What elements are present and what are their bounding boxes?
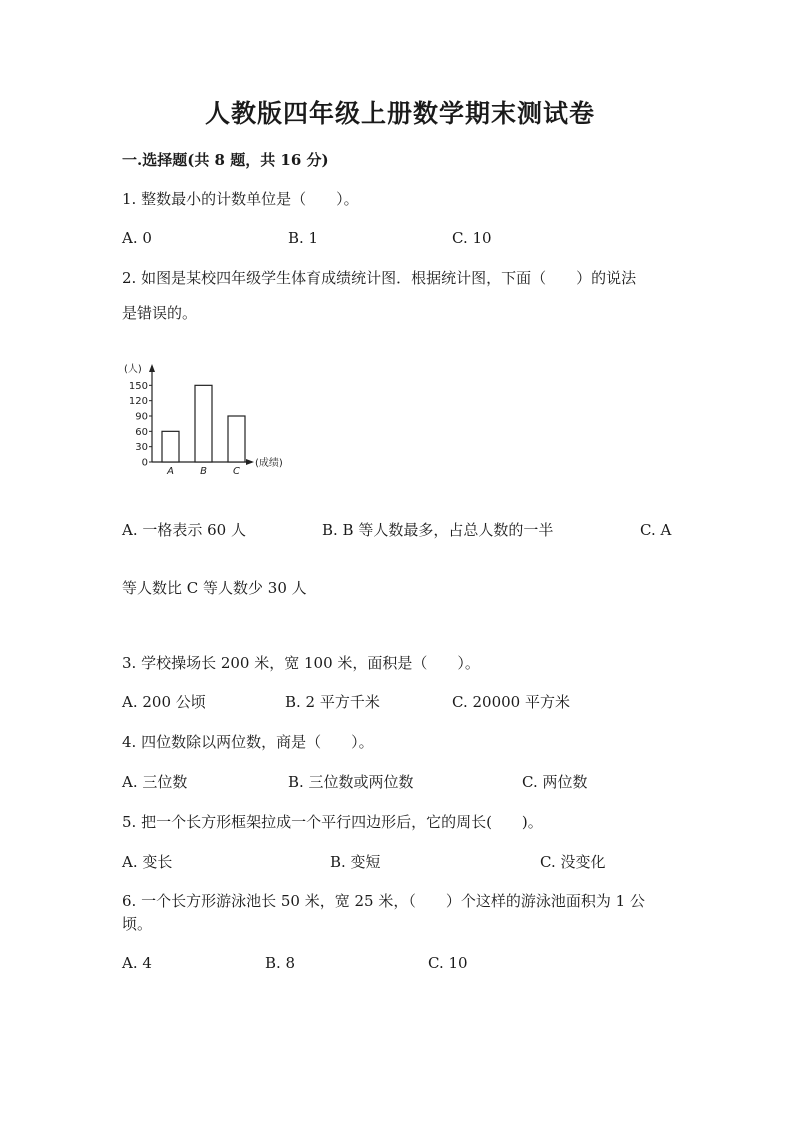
question-1-option-b: B. 1 xyxy=(288,229,319,247)
question-6-option-b: B. 8 xyxy=(265,954,296,972)
question-2-option-a: A. 一格表示 60 人 xyxy=(122,521,246,539)
question-4-stem: 4. 四位数除以两位数，商是（ ）。 xyxy=(122,733,374,751)
y-tick-label: 0 xyxy=(141,457,148,469)
y-tick-label: 90 xyxy=(135,411,148,423)
question-6-option-c: C. 10 xyxy=(428,954,468,972)
section-heading: 一.选择题(共 8 题，共 16 分) xyxy=(122,151,329,169)
question-4-option-a: A. 三位数 xyxy=(122,773,188,791)
question-3-option-c: C. 20000 平方米 xyxy=(452,693,570,711)
question-3-option-a: A. 200 公顷 xyxy=(122,693,206,711)
question-4-option-c: C. 两位数 xyxy=(522,773,588,791)
bar-a xyxy=(162,431,179,462)
question-6-option-a: A. 4 xyxy=(122,954,152,972)
question-1-stem: 1. 整数最小的计数单位是（ ）。 xyxy=(122,190,359,208)
x-tick-label: C xyxy=(233,466,240,477)
x-tick-label: A xyxy=(167,466,174,477)
question-2-stem-line2: 是错误的。 xyxy=(122,304,198,322)
question-1-option-c: C. 10 xyxy=(452,229,492,247)
question-3-option-b: B. 2 平方千米 xyxy=(285,693,380,711)
x-axis-label: (成绩) xyxy=(255,458,283,469)
question-2-option-c-continued: 等人数比 C 等人数少 30 人 xyxy=(122,579,307,597)
question-3-stem: 3. 学校操场长 200 米，宽 100 米，面积是（ ）。 xyxy=(122,654,480,672)
y-tick-label: 60 xyxy=(135,426,148,438)
bar-chart xyxy=(122,356,312,486)
question-5-option-a: A. 变长 xyxy=(122,853,173,871)
y-axis-arrow xyxy=(149,364,155,372)
y-axis-label: (人) xyxy=(124,364,142,375)
x-axis-arrow xyxy=(246,459,254,465)
question-2-option-b: B. B 等人数最多，占总人数的一半 xyxy=(322,521,554,539)
bar-c xyxy=(228,416,245,462)
x-tick-label: B xyxy=(200,466,207,477)
question-6-stem-line1: 6. 一个长方形游泳池长 50 米，宽 25 米，（ ）个这样的游泳池面积为 1 公 xyxy=(122,892,645,910)
bar-b xyxy=(195,385,212,462)
question-6-stem-line2: 顷。 xyxy=(122,915,153,933)
y-tick-label: 150 xyxy=(128,380,148,392)
question-5-stem: 5. 把一个长方形框架拉成一个平行四边形后，它的周长( )。 xyxy=(122,813,543,831)
question-2-option-c: C. A xyxy=(640,521,672,539)
question-1-option-a: A. 0 xyxy=(122,229,152,247)
question-2-stem-line1: 2. 如图是某校四年级学生体育成绩统计图．根据统计图，下面（ ）的说法 xyxy=(122,269,637,287)
y-tick-label: 30 xyxy=(135,442,148,454)
question-5-option-b: B. 变短 xyxy=(330,853,381,871)
page-title: 人教版四年级上册数学期末测试卷 xyxy=(204,99,595,128)
question-4-option-b: B. 三位数或两位数 xyxy=(288,773,414,791)
question-5-option-c: C. 没变化 xyxy=(540,853,606,871)
y-tick-label: 120 xyxy=(128,396,148,408)
